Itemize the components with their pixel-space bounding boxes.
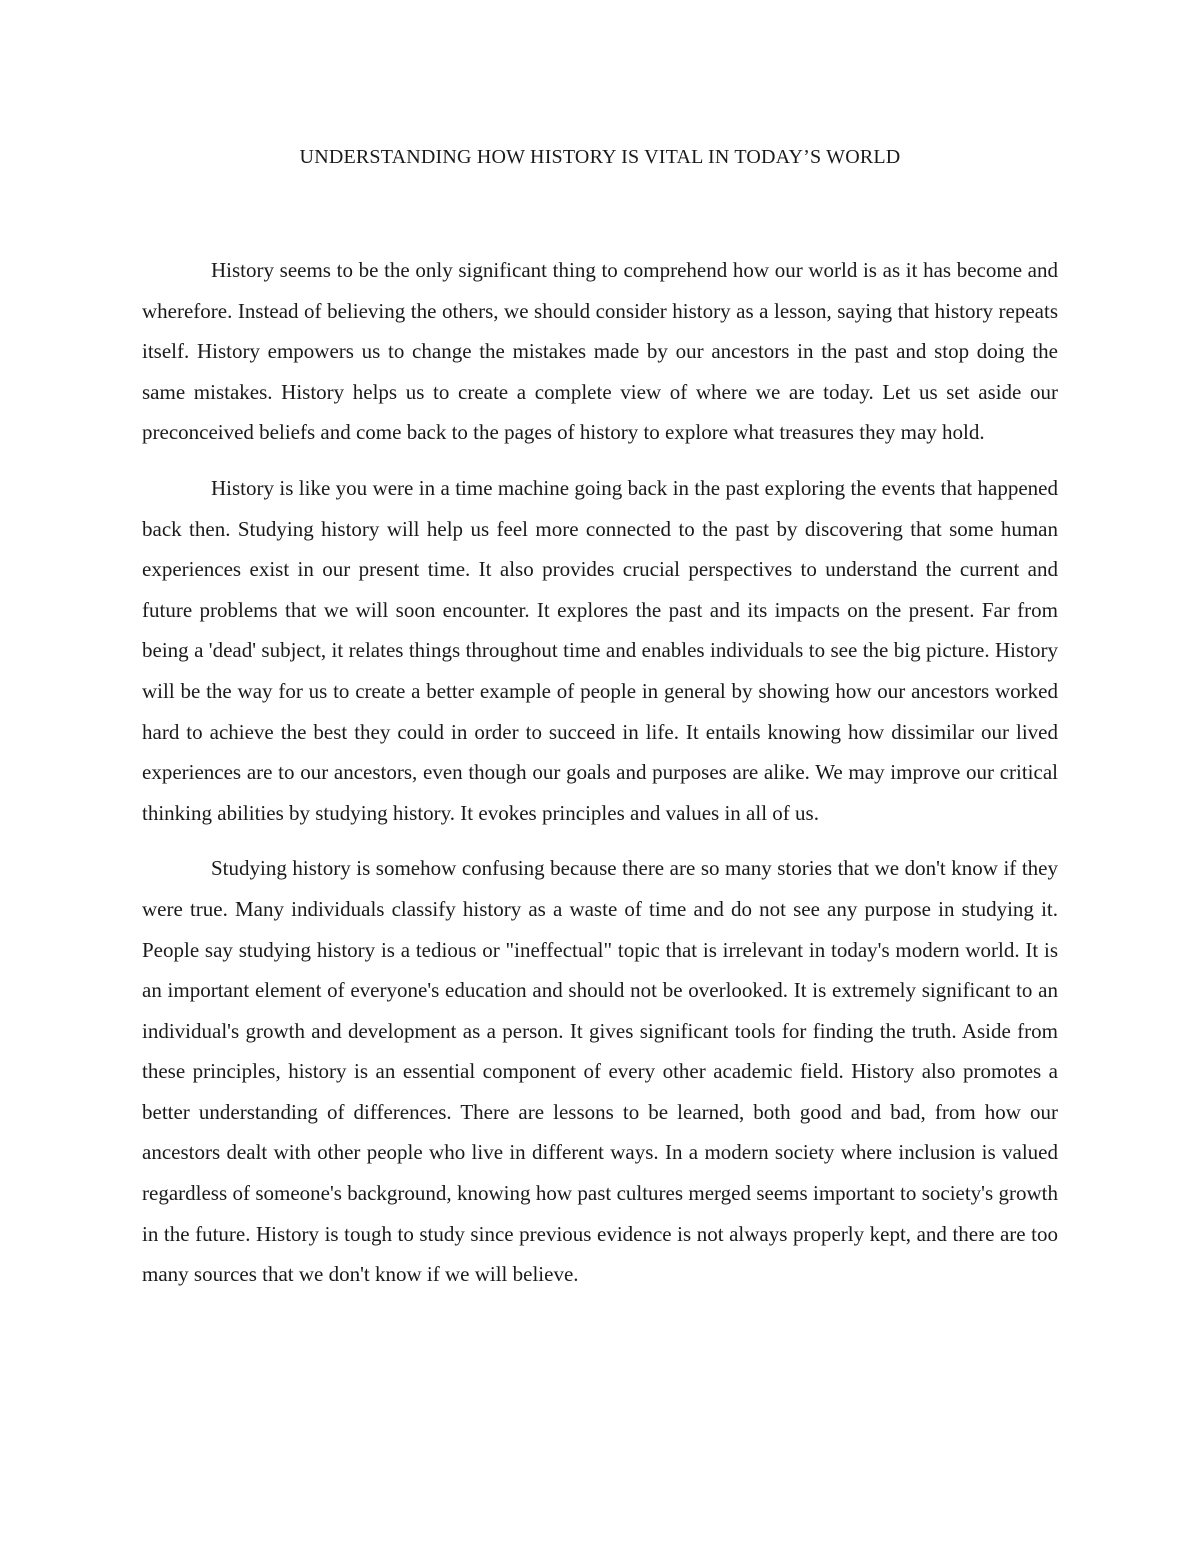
paragraph-1: History seems to be the only significant thing to comprehend how our world is as it has become and wherefore. Instead of believing the others, we should consider history as a lesson, saying that history repeats itself. History empowers us to change the mistakes made by our ancestors in the past and stop doing the same mistakes. History helps us to create a complete view of where we are today. Let us set aside our preconceived beliefs and come back to the pages of history to explore what treasures they may hold.: [142, 258, 1058, 445]
document-body: [142, 250, 1058, 1310]
document-title: UNDERSTANDING HOW HISTORY IS VITAL IN TODAY’S WORLD: [299, 146, 901, 168]
paragraph-2: History is like you were in a time machine going back in the past exploring the events that happened back then. Studying history will help us feel more connected to the past by discovering that some human experiences exist in our present time. It also provides crucial perspectives to understand the current and future problems that we will soon encounter. It explores the past and its impacts on the present. Far from being a 'dead' subject, it relates things throughout time and enables individuals to see the big picture. History will be the way for us to create a better example of people in general by showing how our ancestors worked hard to achieve the best they could in order to succeed in life. It entails knowing how dissimilar our lived experiences are to our ancestors, even though our goals and purposes are alike. We may improve our critical thinking abilities by studying history. It evokes principles and values in all of us.: [142, 475, 1058, 825]
paragraph-3: Studying history is somehow confusing because there are so many stories that we don't know if they were true. Many individuals classify history as a waste of time and do not see any purpose in studying it. People say studying history is a tedious or "ineffectual" topic that is irrelevant in today's modern world. It is an important element of everyone's education and should not be overlooked. It is extremely significant to an individual's growth and development as a person. It gives significant tools for finding the truth. Aside from these principles, history is an essential component of every other academic field. History also promotes a better understanding of differences. There are lessons to be learned, both good and bad, from how our ancestors dealt with other people who live in different ways. In a modern society where inclusion is valued regardless of someone's background, knowing how past cultures merged seems important to society's growth in the future. History is tough to study since previous evidence is not always properly kept, and there are too many sources that we don't know if we will believe.: [142, 856, 1058, 1287]
